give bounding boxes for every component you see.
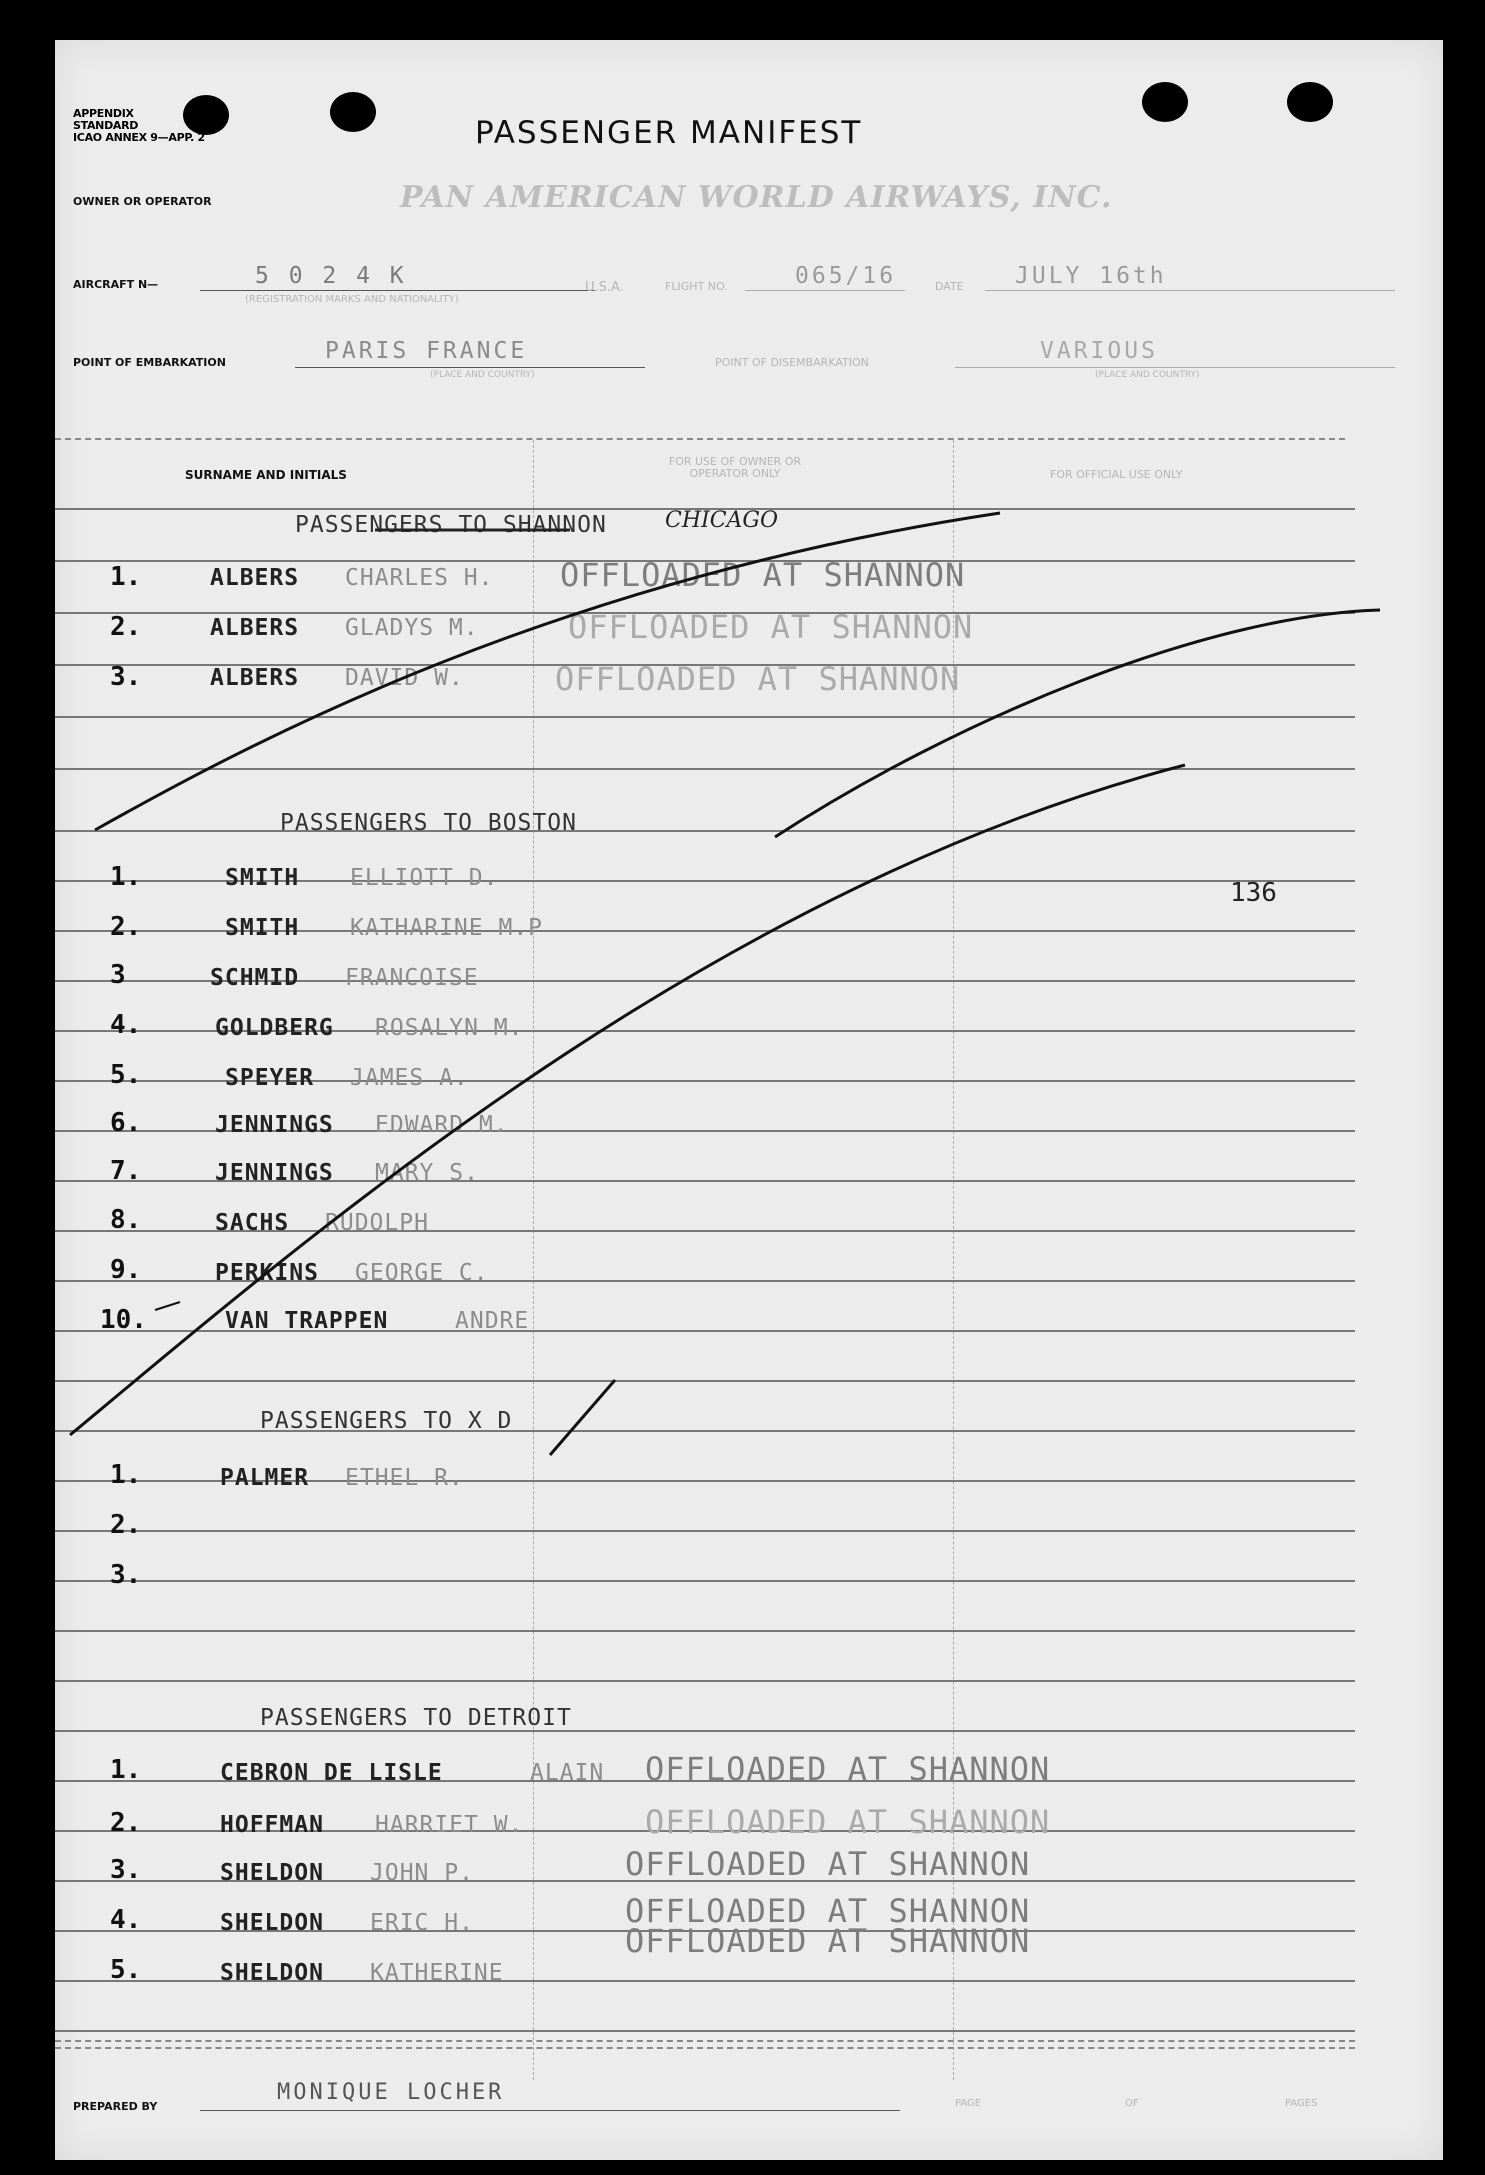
- passenger-surname: ALBERS: [210, 665, 300, 691]
- page-number-annotation: 136: [1230, 878, 1277, 908]
- passenger-number: 1.: [110, 1755, 142, 1785]
- passenger-given: ALAIN: [530, 1760, 605, 1786]
- embarkation-value: PARIS FRANCE: [325, 338, 528, 364]
- passenger-surname: JENNINGS: [215, 1160, 334, 1186]
- page-title: PASSENGER MANIFEST: [475, 115, 863, 151]
- disembarkation-value: VARIOUS: [1040, 338, 1158, 364]
- offloaded-stamp: OFFLOADED AT SHANNON: [645, 1750, 1051, 1788]
- aircraft-value: 5 0 2 4 K: [255, 263, 407, 289]
- passenger-number: 1.: [110, 862, 142, 892]
- passenger-surname: SHELDON: [220, 1910, 324, 1936]
- flight-value: 065/16: [795, 263, 897, 289]
- page-label: PAGE: [955, 2098, 982, 2109]
- aircraft-sublabel: (REGISTRATION MARKS AND NATIONALITY): [245, 294, 459, 305]
- passenger-surname: ALBERS: [210, 565, 300, 591]
- passenger-given: ANDRE: [455, 1308, 530, 1334]
- disembarkation-label: POINT OF DISEMBARKATION: [715, 356, 869, 369]
- passenger-given: DAVID W.: [345, 665, 464, 691]
- form-ref-line: APPENDIX: [73, 107, 134, 120]
- passenger-surname: SPEYER: [225, 1065, 315, 1091]
- date-value: JULY 16th: [1015, 263, 1167, 289]
- passenger-given: MARY S.: [375, 1160, 479, 1186]
- passenger-surname: PALMER: [220, 1465, 310, 1491]
- passenger-number: 3.: [110, 662, 142, 692]
- section-heading: PASSENGERS TO BOSTON: [280, 810, 577, 836]
- passenger-number: 3.: [110, 1855, 142, 1885]
- pages-label: PAGES: [1285, 2098, 1318, 2109]
- manifest-sheet: [55, 40, 1443, 2160]
- passenger-given: RUDOLPH: [325, 1210, 429, 1236]
- passenger-surname: SCHMID: [210, 965, 300, 991]
- passenger-surname: CEBRON DE LISLE: [220, 1760, 443, 1786]
- passenger-number: 2.: [110, 612, 142, 642]
- passenger-surname: ALBERS: [210, 615, 300, 641]
- passenger-given: EDWARD M.: [375, 1112, 509, 1138]
- offloaded-stamp: OFFLOADED AT SHANNON: [625, 1892, 1031, 1930]
- col-surname-header: SURNAME AND INITIALS: [185, 468, 347, 482]
- form-ref-line: ICAO ANNEX 9—APP. 2: [73, 131, 205, 144]
- usa-label: U.S.A.: [585, 280, 624, 295]
- passenger-given: ERIC H.: [370, 1910, 474, 1936]
- offloaded-stamp: OFFLOADED AT SHANNON: [645, 1803, 1051, 1841]
- passenger-number: 2.: [110, 1510, 142, 1540]
- section-heading: PASSENGERS TO DETROIT: [260, 1705, 572, 1731]
- offloaded-stamp-extra: OFFLOADED AT SHANNON: [625, 1922, 1031, 1960]
- section-heading: PASSENGERS TO SHANNON: [295, 512, 607, 538]
- passenger-surname: GOLDBERG: [215, 1015, 334, 1041]
- col-official-header: FOR OFFICIAL USE ONLY: [1050, 468, 1183, 481]
- offloaded-stamp: OFFLOADED AT SHANNON: [555, 660, 961, 698]
- col-owner-use-header: FOR USE OF OWNER OR OPERATOR ONLY: [668, 455, 802, 480]
- passenger-number: 4.: [110, 1010, 142, 1040]
- aircraft-label: AIRCRAFT N—: [73, 278, 159, 291]
- form-ref-line: STANDARD: [73, 119, 139, 132]
- passenger-surname: SHELDON: [220, 1960, 324, 1986]
- passenger-given: FRANCOISE: [345, 965, 479, 991]
- owner-label: OWNER OR OPERATOR: [73, 195, 212, 208]
- handwritten-destination: CHICAGO: [665, 508, 779, 533]
- section-heading: PASSENGERS TO X D: [260, 1408, 513, 1434]
- passenger-number: 1.: [110, 1460, 142, 1490]
- passenger-number: 1.: [110, 562, 142, 592]
- embarkation-label: POINT OF EMBARKATION: [73, 356, 226, 369]
- prepared-by-label: PREPARED BY: [73, 2100, 158, 2113]
- prepared-by-value: MONIQUE LOCHER: [277, 2080, 505, 2105]
- passenger-number: 2.: [110, 912, 142, 942]
- passenger-number: 4.: [110, 1905, 142, 1935]
- passenger-given: GEORGE C.: [355, 1260, 489, 1286]
- offloaded-stamp: OFFLOADED AT SHANNON: [625, 1845, 1031, 1883]
- passenger-surname: SMITH: [225, 865, 300, 891]
- passenger-surname: SHELDON: [220, 1860, 324, 1886]
- passenger-surname: VAN TRAPPEN: [225, 1308, 389, 1334]
- flight-label: FLIGHT NO.: [665, 280, 728, 293]
- passenger-surname: JENNINGS: [215, 1112, 334, 1138]
- passenger-number: 3: [110, 960, 126, 990]
- passenger-given: JOHN P.: [370, 1860, 474, 1886]
- passenger-given: JAMES A.: [350, 1065, 469, 1091]
- embarkation-sublabel: (PLACE AND COUNTRY): [430, 370, 535, 380]
- passenger-given: ELLIOTT D.: [350, 865, 499, 891]
- owner-value: PAN AMERICAN WORLD AIRWAYS, INC.: [400, 180, 1113, 215]
- passenger-given: HARRIET W.: [375, 1812, 524, 1838]
- passenger-given: ETHEL R.: [345, 1465, 464, 1491]
- passenger-number: 8.: [110, 1205, 142, 1235]
- passenger-number: 5.: [110, 1955, 142, 1985]
- passenger-number: 3.: [110, 1560, 142, 1590]
- passenger-surname: SMITH: [225, 915, 300, 941]
- passenger-given: KATHERINE: [370, 1960, 504, 1986]
- passenger-number: 6.: [110, 1108, 142, 1138]
- passenger-number: 10.: [100, 1305, 147, 1335]
- date-label: DATE: [935, 280, 964, 293]
- passenger-given: CHARLES H.: [345, 565, 494, 591]
- passenger-surname: PERKINS: [215, 1260, 319, 1286]
- passenger-number: 7.: [110, 1156, 142, 1186]
- offloaded-stamp: OFFLOADED AT SHANNON: [568, 608, 974, 646]
- disembarkation-sublabel: (PLACE AND COUNTRY): [1095, 370, 1200, 380]
- of-label: OF: [1125, 2098, 1139, 2109]
- passenger-surname: SACHS: [215, 1210, 290, 1236]
- pen-strikethrough-marks: [55, 40, 1443, 2160]
- passenger-number: 9.: [110, 1255, 142, 1285]
- passenger-number: 2.: [110, 1808, 142, 1838]
- passenger-given: ROSALYN M.: [375, 1015, 524, 1041]
- passenger-number: 5.: [110, 1060, 142, 1090]
- passenger-given: KATHARINE M.P: [350, 915, 544, 941]
- passenger-surname: HOFFMAN: [220, 1812, 324, 1838]
- passenger-given: GLADYS M.: [345, 615, 479, 641]
- offloaded-stamp: OFFLOADED AT SHANNON: [560, 556, 966, 594]
